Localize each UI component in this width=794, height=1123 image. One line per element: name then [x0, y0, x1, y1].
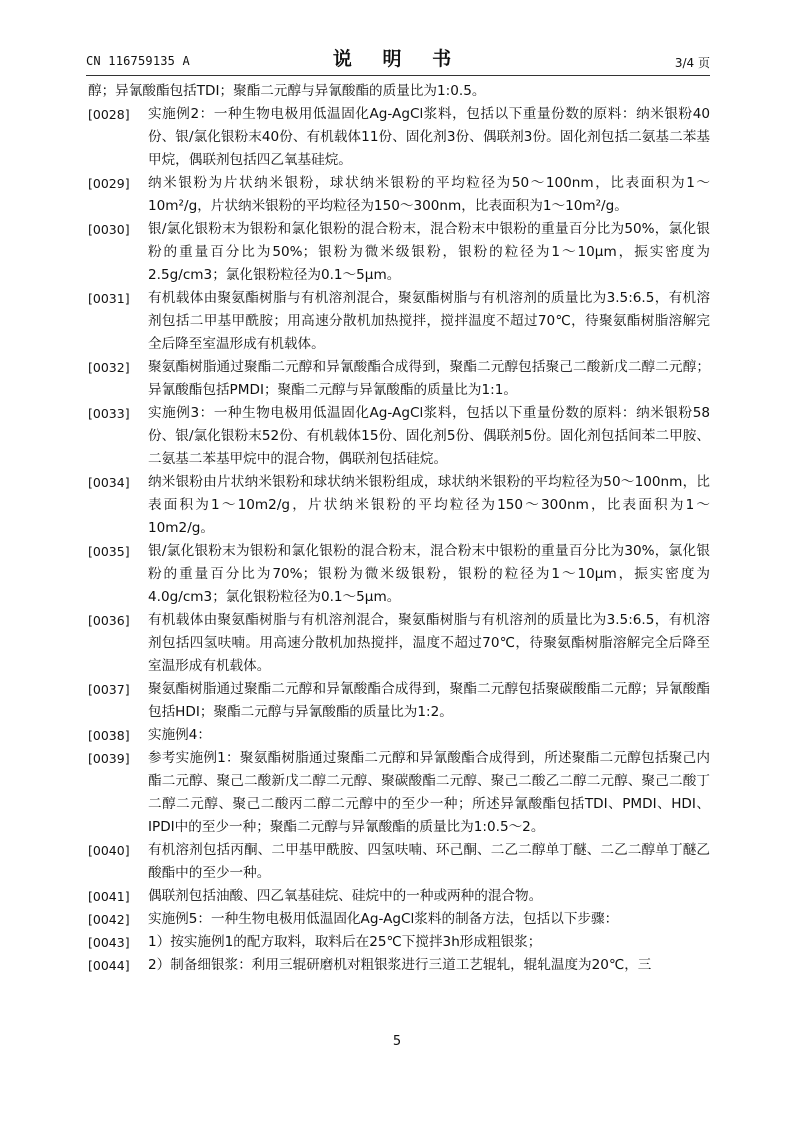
paragraph-number: [0028]	[88, 107, 130, 122]
paragraph-number: [0032]	[88, 360, 130, 375]
paragraph-number: [0039]	[88, 751, 130, 766]
paragraph-text: 银/氯化银粉末为银粉和氯化银粉的混合粉末，混合粉末中银粉的重量百分比为50%，氯化银粉的重量百分比为50%；银粉为微米级银粉，银粉的粒径为1～10μm，振实密度为2.5g/cm3；氯化银粉粒径为0.1～5μm。	[148, 221, 710, 283]
paragraph-0044	[88, 954, 710, 977]
paragraph-text: 纳米银粉由片状纳米银粉和球状纳米银粉组成，球状纳米银粉的平均粒径为50～100nm，比表面积为1～10m2/g，片状纳米银粉的平均粒径为150～300nm，比表面积为1～10m2/g。	[148, 474, 710, 536]
paragraph-0035	[88, 540, 710, 609]
page-header	[86, 44, 710, 74]
paragraph-number: [0030]	[88, 222, 130, 237]
document-title: 说 明 书	[332, 48, 464, 70]
paragraph-continuation	[88, 80, 710, 103]
paragraph-number: [0029]	[88, 176, 130, 191]
page-number: 5	[392, 1034, 402, 1049]
paragraph-0028	[88, 103, 710, 172]
paragraph-text: 聚氨酯树脂通过聚酯二元醇和异氰酸酯合成得到，聚酯二元醇包括聚碳酸酯二元醇；异氰酸酯包括HDI；聚酯二元醇与异氰酸酯的质量比为1:2。	[148, 681, 710, 720]
paragraph-number: [0041]	[88, 889, 130, 904]
paragraph-number: [0031]	[88, 291, 130, 306]
paragraph-text: 实施例5：一种生物电极用低温固化Ag-AgCl浆料的制备方法，包括以下步骤：	[148, 911, 619, 927]
header-divider	[86, 75, 710, 76]
patent-number: CN 116759135 A	[86, 54, 190, 68]
paragraph-text: 有机载体由聚氨酯树脂与有机溶剂混合，聚氨酯树脂与有机溶剂的质量比为3.5:6.5，有机溶剂包括二甲基甲酰胺；用高速分散机加热搅拌，搅拌温度不超过70℃，待聚氨酯树脂溶解完全后降至室温形成有机载体。	[148, 290, 710, 352]
paragraph-0036	[88, 609, 710, 678]
paragraph-text: 1）按实施例1的配方取料，取料后在25℃下搅拌3h形成粗银浆；	[148, 934, 542, 950]
paragraph-0042	[88, 908, 710, 931]
paragraph-text: 偶联剂包括油酸、四乙氧基硅烷、硅烷中的一种或两种的混合物。	[148, 888, 543, 904]
paragraph-number: [0040]	[88, 843, 130, 858]
paragraph-0030	[88, 218, 710, 287]
paragraph-number: [0043]	[88, 935, 130, 950]
paragraph-text: 银/氯化银粉末为银粉和氯化银粉的混合粉末，混合粉末中银粉的重量百分比为30%，氯化银粉的重量百分比为70%；银粉为微米级银粉，银粉的粒径为1～10μm，振实密度为4.0g/cm3；氯化银粉粒径为0.1～5μm。	[148, 543, 710, 605]
paragraph-number: [0038]	[88, 728, 130, 743]
paragraph-text: 醇；异氰酸酯包括TDI；聚酯二元醇与异氰酸酯的质量比为1:0.5。	[88, 83, 486, 99]
paragraph-0033	[88, 402, 710, 471]
description-body	[88, 80, 710, 977]
paragraph-0040	[88, 839, 710, 885]
paragraph-0043	[88, 931, 710, 954]
paragraph-text: 聚氨酯树脂通过聚酯二元醇和异氰酸酯合成得到，聚酯二元醇包括聚己二酸新戊二醇二元醇；异氰酸酯包括PMDI；聚酯二元醇与异氰酸酯的质量比为1:1。	[148, 359, 710, 398]
paragraph-number: [0035]	[88, 544, 130, 559]
paragraph-text: 纳米银粉为片状纳米银粉，球状纳米银粉的平均粒径为50～100nm，比表面积为1～10m²/g，片状纳米银粉的平均粒径为150～300nm，比表面积为1～10m²/g。	[148, 175, 710, 214]
paragraph-0038	[88, 724, 710, 747]
paragraph-text: 有机溶剂包括丙酮、二甲基甲酰胺、四氢呋喃、环己酮、二乙二醇单丁醚、二乙二醇单丁醚乙酸酯中的至少一种。	[148, 842, 710, 881]
paragraph-number: [0044]	[88, 958, 130, 973]
paragraph-text: 有机载体由聚氨酯树脂与有机溶剂混合，聚氨酯树脂与有机溶剂的质量比为3.5:6.5，有机溶剂包括四氢呋喃。用高速分散机加热搅拌，温度不超过70℃，待聚氨酯树脂溶解完全后降至室温形成有机载体。	[148, 612, 710, 674]
paragraph-0041	[88, 885, 710, 908]
paragraph-0031	[88, 287, 710, 356]
paragraph-number: [0033]	[88, 406, 130, 421]
paragraph-number: [0036]	[88, 613, 130, 628]
paragraph-text: 实施例4：	[148, 727, 212, 743]
paragraph-0029	[88, 172, 710, 218]
paragraph-number: [0034]	[88, 475, 130, 490]
paragraph-0039	[88, 747, 710, 839]
paragraph-text: 2）制备细银浆：利用三辊研磨机对粗银浆进行三道工艺辊轧，辊轧温度为20℃，三	[148, 957, 652, 973]
paragraph-number: [0042]	[88, 912, 130, 927]
paragraph-0034	[88, 471, 710, 540]
page-count: 3/4 页	[674, 56, 710, 70]
paragraph-text: 参考实施例1：聚氨酯树脂通过聚酯二元醇和异氰酸酯合成得到，所述聚酯二元醇包括聚己内酯二元醇、聚己二酸新戊二醇二元醇、聚碳酸酯二元醇、聚己二酸乙二醇二元醇、聚己二酸丁二醇二元醇、聚己二酸丙二醇二元醇中的至少一种；所述异氰酸酯包括TDI、PMDI、HDI、IPDI中的至少一种；聚酯二元醇与异氰酸酯的质量比为1:0.5～2。	[148, 750, 710, 835]
paragraph-text: 实施例3：一种生物电极用低温固化Ag-AgCl浆料，包括以下重量份数的原料：纳米银粉58份、银/氯化银粉末52份、有机载体15份、固化剂5份、偶联剂5份。固化剂包括间苯二甲胺、二氨基二苯基甲烷中的混合物，偶联剂包括硅烷。	[148, 405, 710, 467]
paragraph-0037	[88, 678, 710, 724]
paragraph-number: [0037]	[88, 682, 130, 697]
paragraph-text: 实施例2：一种生物电极用低温固化Ag-AgCl浆料，包括以下重量份数的原料：纳米银粉40份、银/氯化银粉末40份、有机载体11份、固化剂3份、偶联剂3份。固化剂包括二氨基二苯基甲烷，偶联剂包括四乙氧基硅烷。	[148, 106, 710, 168]
paragraph-0032	[88, 356, 710, 402]
